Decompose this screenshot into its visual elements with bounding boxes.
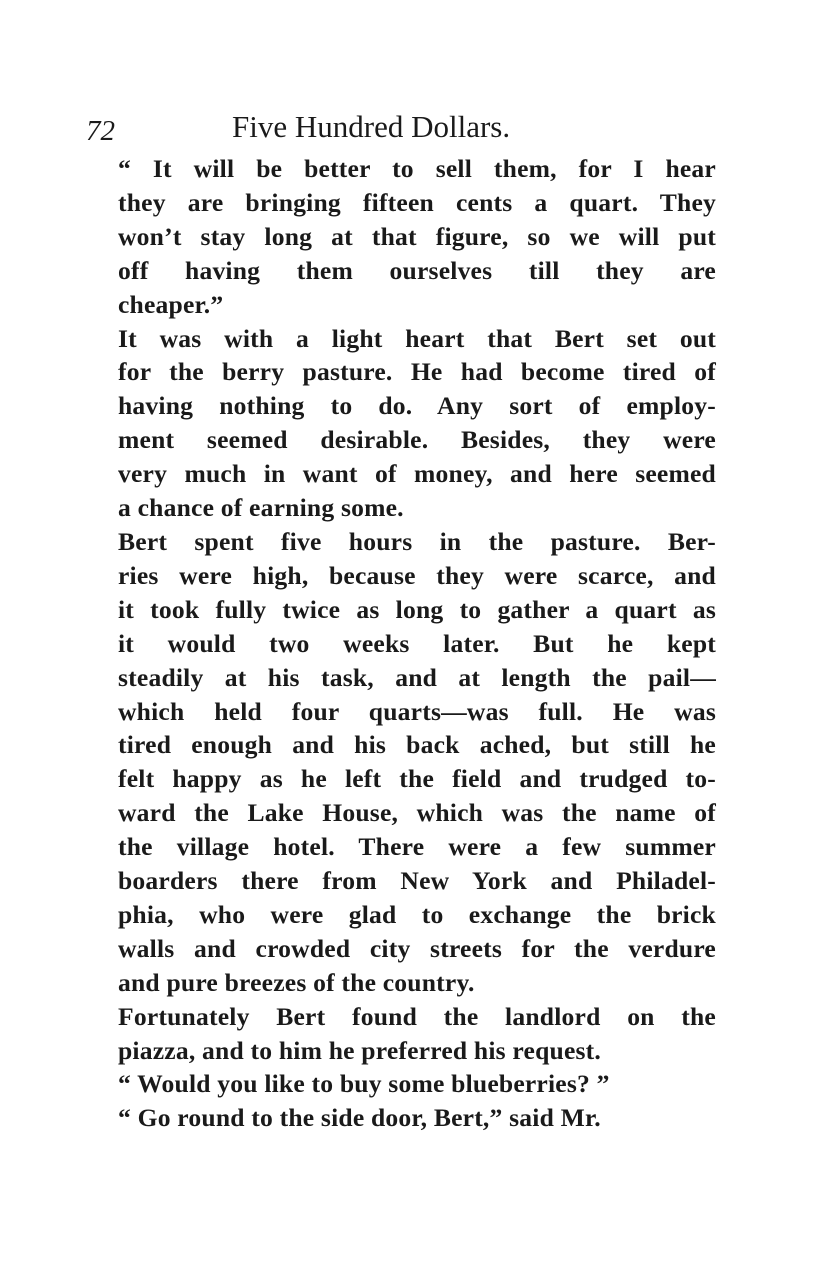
text-line: tired enough and his back ached, but still he <box>118 730 716 760</box>
text-line: and pure breezes of the country. <box>118 967 475 997</box>
text-line: boarders there from New York and Philadel- <box>118 866 716 896</box>
text-line: steadily at his task, and at length the pail— <box>118 662 716 692</box>
paragraph <box>86 322 716 525</box>
paragraph <box>86 525 716 1000</box>
text-line: a chance of earning some. <box>118 493 404 523</box>
paragraph <box>86 1000 716 1068</box>
text-line: ward the Lake House, which was the name of <box>118 798 716 828</box>
text-line: it took fully twice as long to gather a quart as <box>118 594 716 624</box>
text-line: Fortunately Bert found the landlord on the <box>118 1001 716 1031</box>
text-line: piazza, and to him he preferred his request. <box>118 1035 601 1065</box>
running-head <box>86 102 716 152</box>
text-line: It was with a light heart that Bert set out <box>118 323 716 353</box>
text-line: Bert spent five hours in the pasture. Ber- <box>118 526 716 556</box>
running-title: Five Hundred Dollars. <box>232 109 511 144</box>
text-line: ment seemed desirable. Besides, they were <box>118 425 716 455</box>
text-line: felt happy as he left the field and trudged to- <box>118 764 716 794</box>
text-line: off having them ourselves till they are <box>118 255 716 285</box>
text-line: for the berry pasture. He had become tired of <box>118 357 716 387</box>
text-line: cheaper.” <box>118 289 224 319</box>
text-line: the village hotel. There were a few summer <box>118 832 716 862</box>
paragraph <box>86 1101 716 1135</box>
paragraph <box>86 1067 716 1101</box>
text-line: “ It will be better to sell them, for I hear <box>118 154 716 183</box>
text-line: ries were high, because they were scarce, and <box>118 560 716 590</box>
body-text <box>86 152 716 1135</box>
text-line: it would two weeks later. But he kept <box>118 628 716 658</box>
text-line: phia, who were glad to exchange the brick <box>118 899 716 929</box>
text-line: having nothing to do. Any sort of employ- <box>118 391 716 421</box>
text-line: “ Would you like to buy some blueberries? ” <box>118 1069 610 1099</box>
text-line: they are bringing fifteen cents a quart. They <box>118 187 716 217</box>
text-line: won’t stay long at that figure, so we will put <box>118 221 716 251</box>
text-line: walls and crowded city streets for the verdure <box>118 933 716 963</box>
text-line: which held four quarts—was full. He was <box>118 696 716 726</box>
book-page <box>86 102 716 1135</box>
text-line: very much in want of money, and here seemed <box>118 459 716 489</box>
text-line: “ Go round to the side door, Bert,” said Mr. <box>118 1103 601 1133</box>
paragraph <box>86 152 716 322</box>
page-number: 72 <box>86 115 115 147</box>
